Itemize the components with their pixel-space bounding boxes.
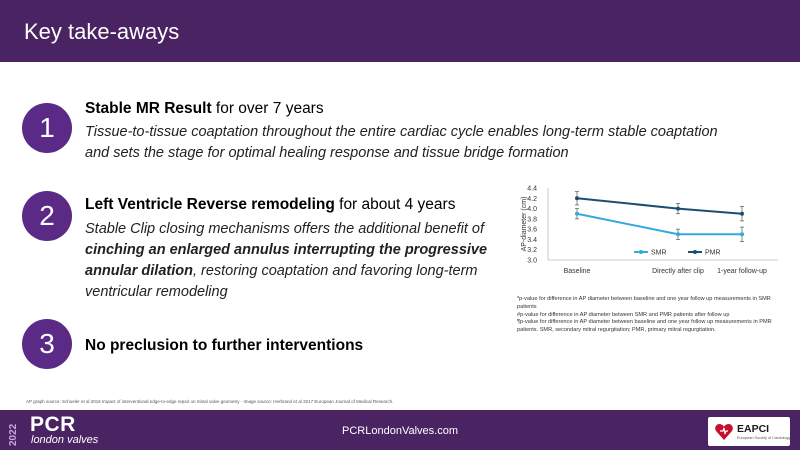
legend-label-smr: SMR [651, 249, 667, 257]
x-tick-label: Directly after clip [652, 268, 704, 275]
header-bar [0, 0, 800, 62]
eapci-subtitle: European Society of Cardiology [737, 436, 791, 440]
data-point-smr [676, 232, 680, 236]
data-point-pmr [740, 212, 744, 216]
takeaway-1-title-rest: for over 7 years [211, 100, 324, 117]
y-tick-label: 3.6 [527, 226, 537, 234]
takeaway-2-title-bold: Left Ventricle Reverse remodeling [85, 196, 335, 213]
number-badge-3: 3 [22, 319, 72, 369]
y-tick-label: 4.0 [527, 206, 537, 214]
footnote-1: *p-value for difference in AP diameter between baseline and one year follow up measurements in SMR patients [517, 296, 771, 310]
y-tick-label: 4.4 [527, 185, 537, 193]
y-axis-label: AP-diameter (cm) [521, 196, 528, 252]
x-tick-label: 1-year follow-up [717, 268, 767, 275]
takeaway-2-title-rest: for about 4 years [334, 196, 456, 213]
footer-url[interactable]: PCRLondonValves.com [342, 425, 458, 437]
eapci-logo [708, 417, 790, 446]
data-point-pmr [676, 207, 680, 211]
data-point-pmr [575, 196, 579, 200]
series-line-smr [577, 214, 742, 235]
y-tick-label: 3.4 [527, 236, 537, 244]
eapci-text: EAPCI [737, 423, 770, 435]
pcr-logo-subtitle: london valves [31, 434, 99, 446]
number-badge-2: 2 [22, 191, 72, 241]
number-badge-1: 1 [22, 103, 72, 153]
x-tick-label: Baseline [563, 268, 591, 275]
pcr-logo: PCR [30, 413, 76, 436]
data-point-smr [575, 212, 579, 216]
takeaway-2-desc-post: , restoring coaptation and favoring long-term ventricular remodeling [85, 263, 478, 300]
year-text: 2022 [8, 423, 19, 446]
chart-footnotes [517, 296, 787, 335]
heart-icon [714, 422, 734, 442]
y-tick-label: 3.2 [527, 247, 537, 255]
source-citation: AP graph source: Schueler et al 2016 Impact of interventional edge-to-edge repair on mitral valve geometry - Image source: Herbrand et al 2017 European Journal of Medical Research. [26, 399, 394, 404]
takeaway-1-title [85, 100, 324, 118]
takeaway-2-desc-pre: Stable Clip closing mechanisms offers the additional benefit of [85, 221, 484, 237]
takeaway-3-title: No preclusion to further interventions [85, 337, 364, 354]
footnote-3: ¶p-value for difference in AP diameter between baseline and one year follow up measurements in PMR patients. SMR, secondary mitral regurgitation; PMR, primary mitral regurgitation. [517, 319, 772, 334]
series-line-pmr [577, 198, 742, 213]
data-point-smr [740, 232, 744, 236]
footnote-2: #p-value for difference in AP diameter between SMR and PMR patients after follow up [517, 311, 730, 318]
y-tick-label: 3.8 [527, 216, 537, 224]
takeaway-2-title [85, 196, 455, 214]
ap-diameter-chart [498, 180, 788, 290]
y-tick-label: 4.2 [527, 195, 537, 203]
takeaway-1-title-bold: Stable MR Result [85, 100, 212, 117]
legend-marker [639, 250, 643, 254]
y-tick-label: 3.0 [527, 257, 537, 265]
legend-marker [693, 250, 697, 254]
takeaway-2-desc-bold: cinching an enlarged annulus interrupting the progressive annular dilation [85, 242, 488, 279]
takeaway-2-description [85, 219, 495, 303]
legend-label-pmr: PMR [705, 249, 721, 257]
page-title: Key take-aways [24, 19, 180, 44]
takeaway-1-description: Tissue-to-tissue coaptation throughout the entire cardiac cycle enables long-term stable coaptation and sets the stage for optimal healing response and tissue bridge formation [85, 124, 718, 161]
